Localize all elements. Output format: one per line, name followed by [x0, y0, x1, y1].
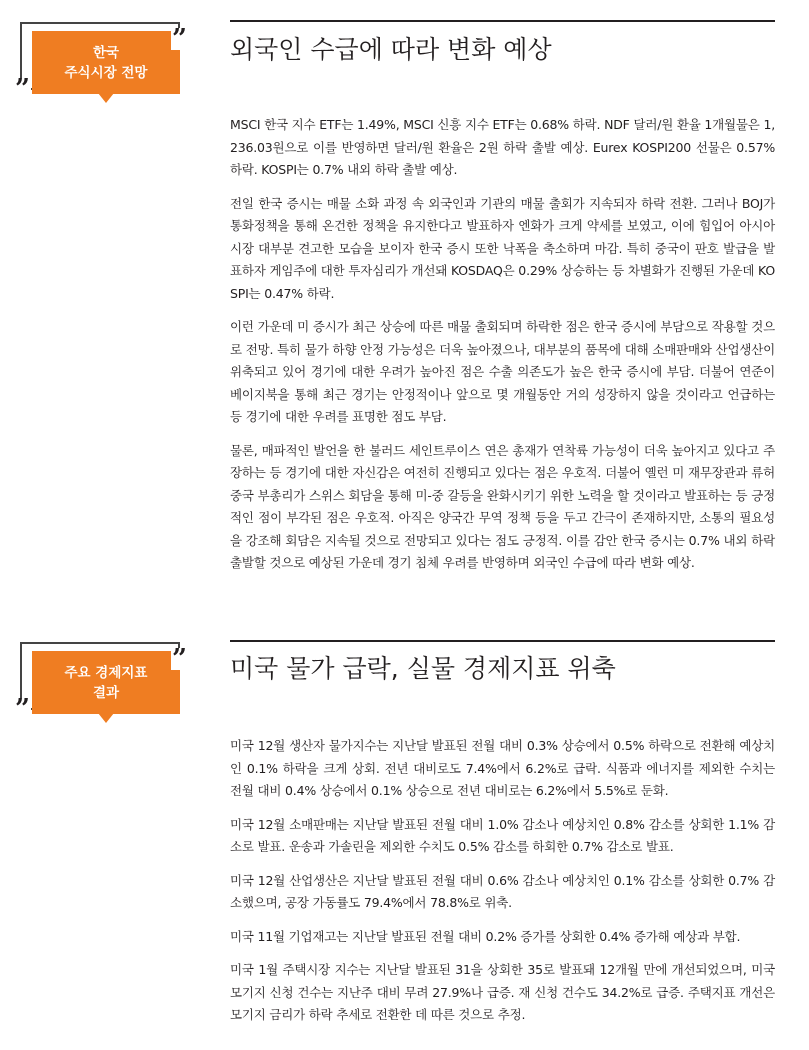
closing-quote-mark: ” [172, 24, 187, 54]
badge-pointer [98, 93, 114, 103]
section-title-market-outlook: 외국인 수급에 따라 변화 예상 [230, 35, 552, 64]
paragraph: 전일 한국 증시는 매물 소화 과정 속 외국인과 기관의 매물 출회가 지속되자 하락 전환. 그러나 BOJ가 통화정책을 통해 온건한 정책을 유지한다고 발표하자 엔화가 크게 약세를 보였고, 이에 힘입어 아시아 시장 대부분 견고한 모습을 보이자 한국 증시 또한 낙폭을 축소하며 마감. 특히 중국이 판호 발급을 발표하자 게임주에 대한 투자심리가 개선돼 KOSDAQ은 0.29% 상승하는 등 차별화가 진행된 가운데 KOSPI는 0.47% 하락. [230, 195, 775, 301]
paragraph: 미국 1월 주택시장 지수는 지난달 발표된 31을 상회한 35로 발표돼 12개월 만에 개선되었으며, 미국 모기지 신청 건수는 지난주 대비 무려 27.9%나 급증. 재 신청 건수도 34.2%로 급증. 주택지표 개선은 모기지 금리가 하락 추세로 전환한 데 따른 것으로 추정. [230, 962, 775, 1022]
section-title-economic-indicators: 미국 물가 급락, 실물 경제지표 위축 [230, 654, 616, 683]
badge-line-2: 주식시장 전망 [64, 64, 148, 81]
badge-line-2: 결과 [92, 684, 120, 701]
paragraph: 미국 12월 생산자 물가지수는 지난달 발표된 전월 대비 0.3% 상승에서 0.5% 하락으로 전환해 예상치인 0.1% 하락을 크게 상회. 전년 대비로도 7.4%에서 6.2%로 급락. 식품과 에너지를 제외한 수치는 전월 대비 0.4% 상승에서 0.1% 상승으로 전년 대비로는 6.2%에서 5.5%로 둔화. [230, 738, 775, 798]
opening-quote-mark: ” [15, 694, 30, 724]
section-body-market-outlook [230, 114, 775, 586]
badge-box [32, 31, 180, 94]
section-body-economic-indicators [230, 735, 775, 1038]
badge-line-1: 주요 경제지표 [64, 664, 148, 681]
paragraph: 미국 11월 기업재고는 지난달 발표된 전월 대비 0.2% 증가를 상회한 0.4% 증가해 예상과 부합. [230, 928, 741, 944]
section-top-rule [230, 640, 775, 642]
badge-line-1: 한국 [92, 44, 120, 61]
section-top-rule [230, 20, 775, 22]
paragraph: 미국 12월 산업생산은 지난달 발표된 전월 대비 0.6% 감소나 예상치인 0.1% 감소를 상회한 0.7% 감소했으며, 공장 가동률도 79.4%에서 78.8%로 위축. [230, 872, 775, 910]
badge-pointer [98, 713, 114, 723]
opening-quote-mark: ” [15, 74, 30, 104]
section-badge-economic-indicators [15, 642, 187, 724]
badge-box [32, 651, 180, 714]
paragraph: MSCI 한국 지수 ETF는 1.49%, MSCI 신흥 지수 ETF는 0.68% 하락. NDF 달러/원 환율 1개월물은 1,236.03원으로 이를 반영하면 달러/원 환율은 2원 하락 출발 예상. Eurex KOSPI200 선물은 0.57% 하락. KOSPI는 0.7% 내외 하락 출발 예상. [230, 117, 775, 177]
section-badge-market-outlook [15, 22, 187, 104]
paragraph: 물론, 매파적인 발언을 한 불러드 세인트루이스 연은 총재가 연착륙 가능성이 더욱 높아지고 있다고 주장하는 등 경기에 대한 자신감은 여전히 진행되고 있다는 점은 우호적. 더불어 옐런 미 재무장관과 류허 중국 부총리가 스위스 회담을 통해 미-중 갈등을 완화시키기 위한 노력을 할 것이라고 발표하는 등 긍정적인 점이 부각된 점은 우호적. 아직은 양국간 무역 정책 등을 두고 간극이 존재하지만, 소통의 필요성을 강조해 회담은 지속될 것으로 전망되고 있다는 점도 긍정적. 이를 감안 한국 증시는 0.7% 내외 하락 출발할 것으로 예상된 가운데 경기 침체 우려를 반영하며 외국인 수급에 따라 변화 예상. [230, 442, 775, 570]
paragraph: 이런 가운데 미 증시가 최근 상승에 따른 매물 출회되며 하락한 점은 한국 증시에 부담으로 작용할 것으로 전망. 특히 물가 하향 안정 가능성은 더욱 높아졌으나, 대부분의 품목에 대해 소매판매와 산업생산이 위축되고 있어 경기에 대한 우려가 높아진 점은 수출 의존도가 높은 한국 증시에 부담. 더불어 연준이 베이지북을 통해 최근 경기는 안정적이나 앞으로 몇 개월동안 거의 성장하지 않을 것이라고 언급하는 등 경기에 대한 우려를 표명한 점도 부담. [230, 319, 775, 424]
paragraph: 미국 12월 소매판매는 지난달 발표된 전월 대비 1.0% 감소나 예상치인 0.8% 감소를 상회한 1.1% 감소로 발표. 운송과 가솔린을 제외한 수치도 0.5% 감소를 하회한 0.7% 감소로 발표. [230, 816, 775, 854]
closing-quote-mark: ” [172, 644, 187, 674]
